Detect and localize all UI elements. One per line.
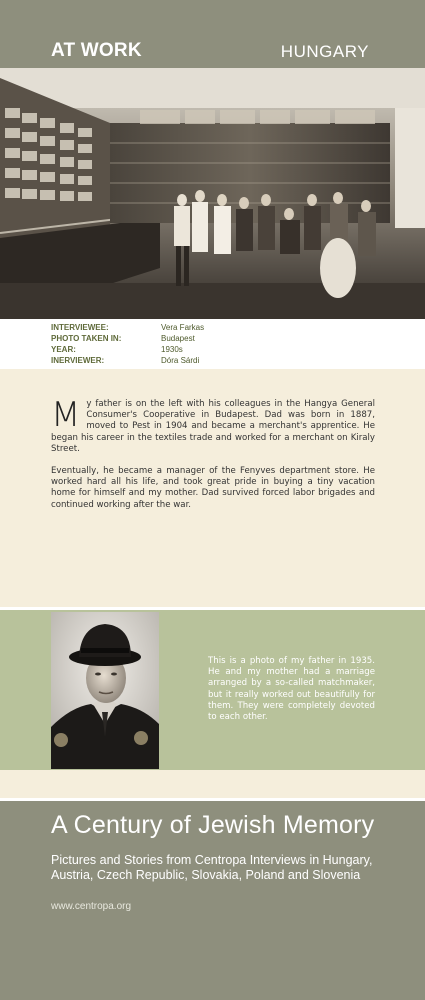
story-paragraph-2: Eventually, he became a manager of the Fenyves department store. He worked hard all his life, and took great pride in buying a tiny vacation home for himself and my mother. Dad survived forced labor brigades and continued working after the war.	[51, 466, 375, 510]
header-bar	[0, 0, 425, 68]
photo-info	[0, 319, 425, 369]
interviewee-row	[51, 323, 204, 332]
footer	[0, 801, 425, 1000]
story-paragraph-1-text: y father is on the left with his colleagues in the Hangya General Consumer's Cooperative in Budapest. Dad was born in 1887, moved to Pest in 1904 and became a merchant's apprentice. He began his career in the textiles trade and worked for a merchant on Kiraly Street.	[51, 399, 375, 454]
interviewee-label: INTERVIEWEE:	[51, 323, 109, 332]
place-row	[51, 334, 195, 343]
project-title: A Century of Jewish Memory	[51, 811, 375, 839]
story-section	[0, 369, 425, 607]
interviewer-value: Dóra Sárdi	[161, 356, 200, 365]
place-label: PHOTO TAKEN IN:	[51, 334, 122, 343]
interviewee-value: Vera Farkas	[161, 323, 205, 332]
country-label: HUNGARY	[280, 42, 369, 61]
website-link[interactable]: www.centropa.org	[51, 901, 132, 912]
story-paragraph-1	[51, 395, 375, 455]
year-label: YEAR:	[51, 345, 76, 354]
year-row	[51, 345, 183, 354]
store-photo-image	[0, 68, 425, 319]
interviewer-label: INERVIEWER:	[51, 356, 105, 365]
interviewer-row	[51, 356, 199, 365]
section-title: AT WORK	[51, 40, 142, 61]
portrait-caption: This is a photo of my father in 1935. He and my mother had a marriage arranged by a so-called matchmaker, but it really worked out beautifully for them. They were completely devoted to each other.	[208, 656, 375, 723]
cream-band	[0, 770, 425, 798]
project-subtitle: Pictures and Stories from Centropa Interviews in Hungary, Austria, Czech Republic, Slovakia, Poland and Slovenia	[51, 853, 373, 882]
story-text	[51, 395, 375, 522]
store-photo	[0, 68, 425, 319]
drop-cap: M	[51, 395, 81, 435]
year-value: 1930s	[161, 345, 183, 354]
portrait-image	[51, 612, 159, 769]
portrait-photo	[51, 612, 159, 769]
place-value: Budapest	[161, 334, 195, 343]
